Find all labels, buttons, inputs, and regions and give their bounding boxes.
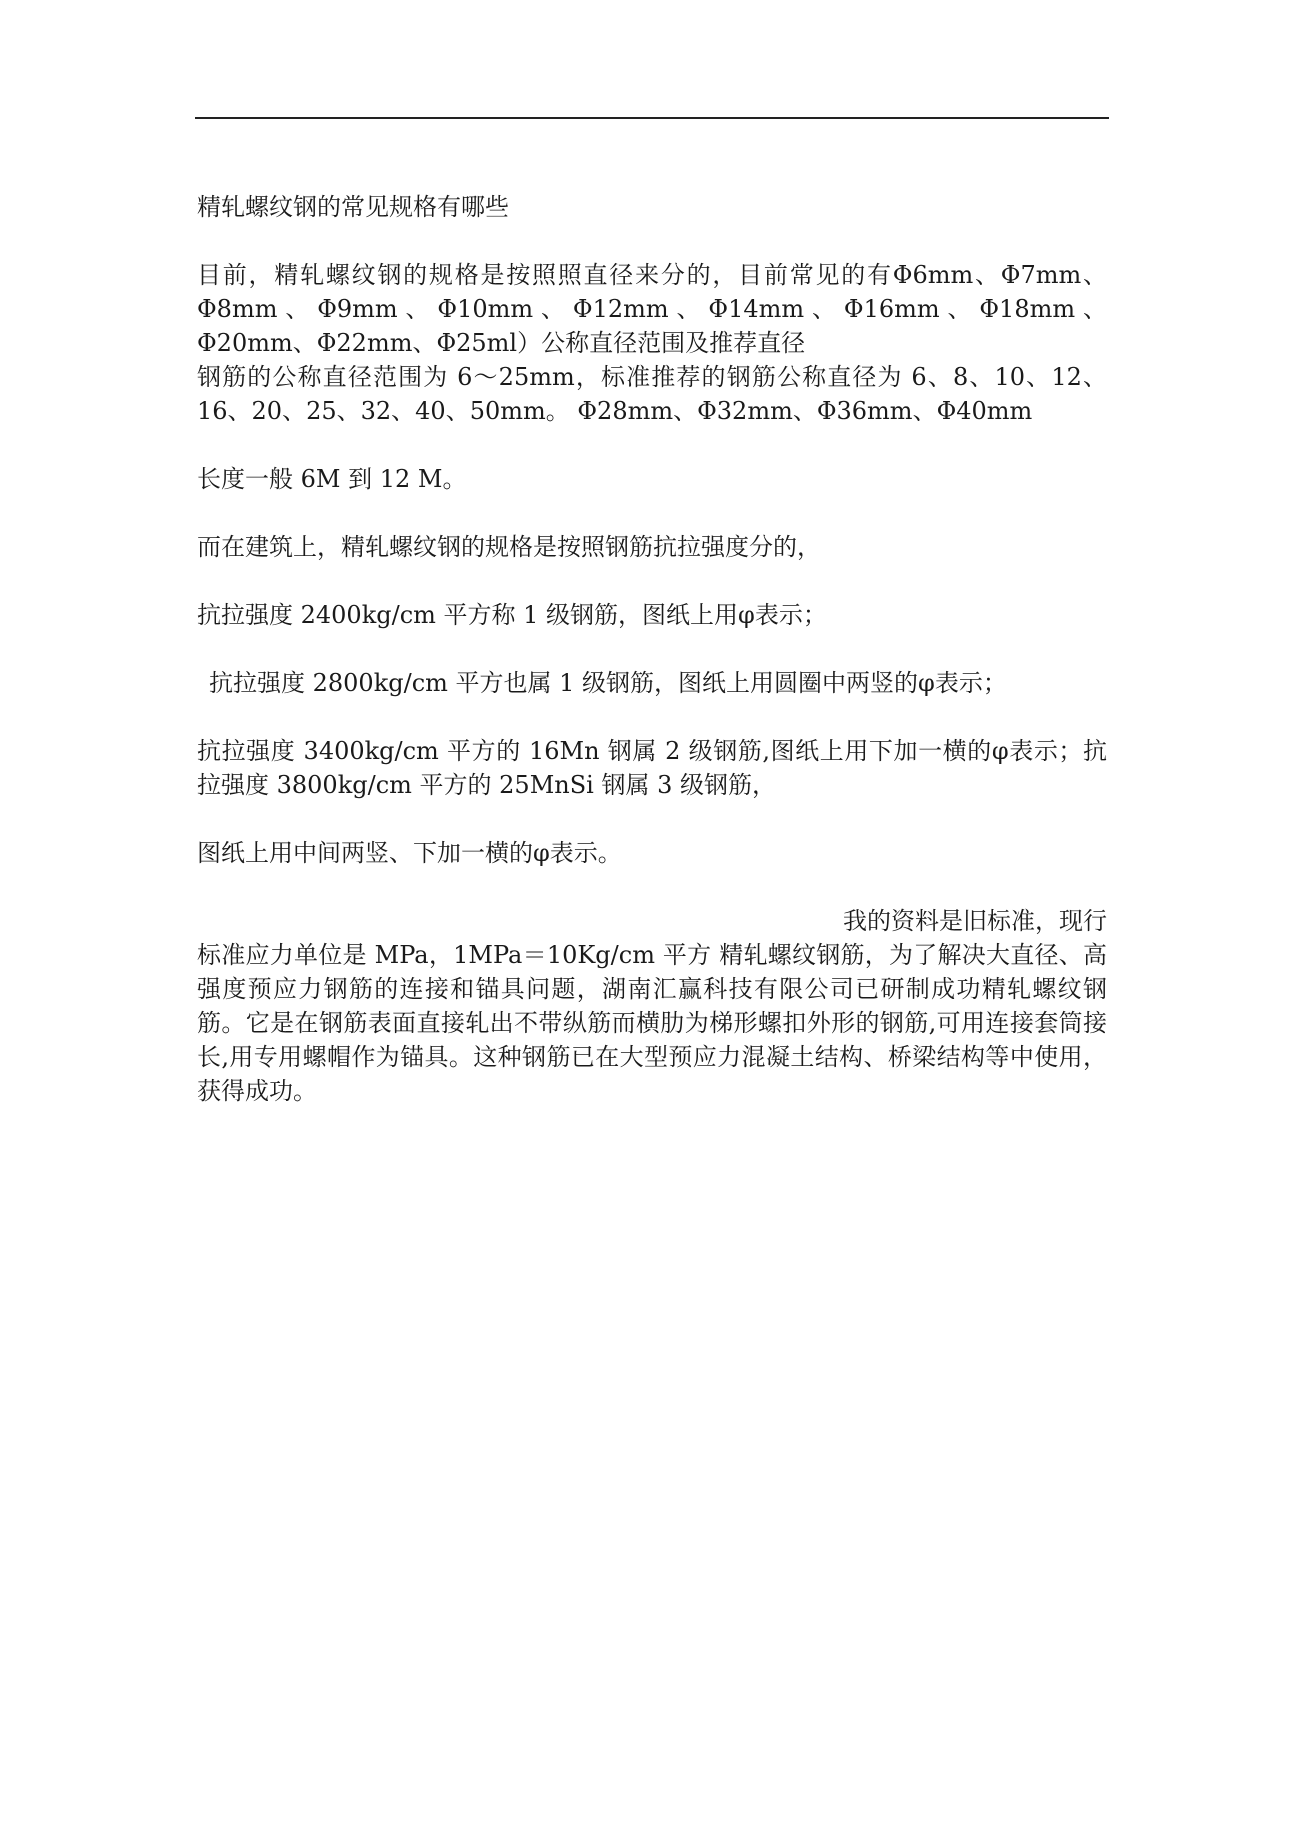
paragraph-drawing-symbol: 图纸上用中间两竖、下加一横的φ表示。 — [197, 839, 622, 867]
paragraph-construction: 而在建筑上，精轧螺纹钢的规格是按照钢筋抗拉强度分的， — [197, 533, 821, 561]
paragraph-stress-units: 标准应力单位是 MPa，1MPa＝10Kg/cm 平方 精轧螺纹钢筋，为了解决大直径、高强度预应力钢筋的连接和锚具问题，湖南汇赢科技有限公司已研制成功精轧螺纹钢筋。它是在钢筋表面直接轧出不带纵筋而横肋为梯形螺扣外形的钢筋,可用连接套筒接长,用专用螺帽作为锚具。这种钢筋已在大型预应力混凝土结构、桥梁结构等中使用，获得成功。 — [197, 941, 1107, 1105]
paragraph-grade-2-3: 抗拉强度 3400kg/cm 平方的 16Mn 钢属 2 级钢筋,图纸上用下加一横的φ表示；抗拉强度 3800kg/cm 平方的 25MnSi 钢属 3 级钢筋， — [197, 737, 1107, 799]
paragraph-old-standard-note: 我的资料是旧标准，现行 — [843, 907, 1107, 935]
document-body — [197, 190, 1107, 1108]
paragraph-grade-1-2400: 抗拉强度 2400kg/cm 平方称 1 级钢筋，图纸上用φ表示； — [197, 601, 827, 629]
paragraph-length: 长度一般 6M 到 12 M。 — [197, 465, 467, 493]
paragraph-nominal-diameter: 钢筋的公称直径范围为 6～25mm，标准推荐的钢筋公称直径为 6、8、10、12、16、20、25、32、40、50mm。 Φ28mm、Φ32mm、Φ36mm、Φ40mm — [197, 363, 1107, 425]
header-rule — [195, 117, 1109, 119]
paragraph-grade-1-2800: 抗拉强度 2800kg/cm 平方也属 1 级钢筋，图纸上用圆圈中两竖的φ表示； — [209, 669, 1007, 697]
paragraph-specs: 目前，精轧螺纹钢的规格是按照照直径来分的，目前常见的有Φ6mm、Φ7mm、Φ8mm、Φ9mm、Φ10mm、Φ12mm、Φ14mm、Φ16mm、Φ18mm、Φ20mm、Φ22mm、Φ25ml）公称直径范围及推荐直径 — [197, 261, 1107, 357]
document-title: 精轧螺纹钢的常见规格有哪些 — [197, 193, 509, 221]
